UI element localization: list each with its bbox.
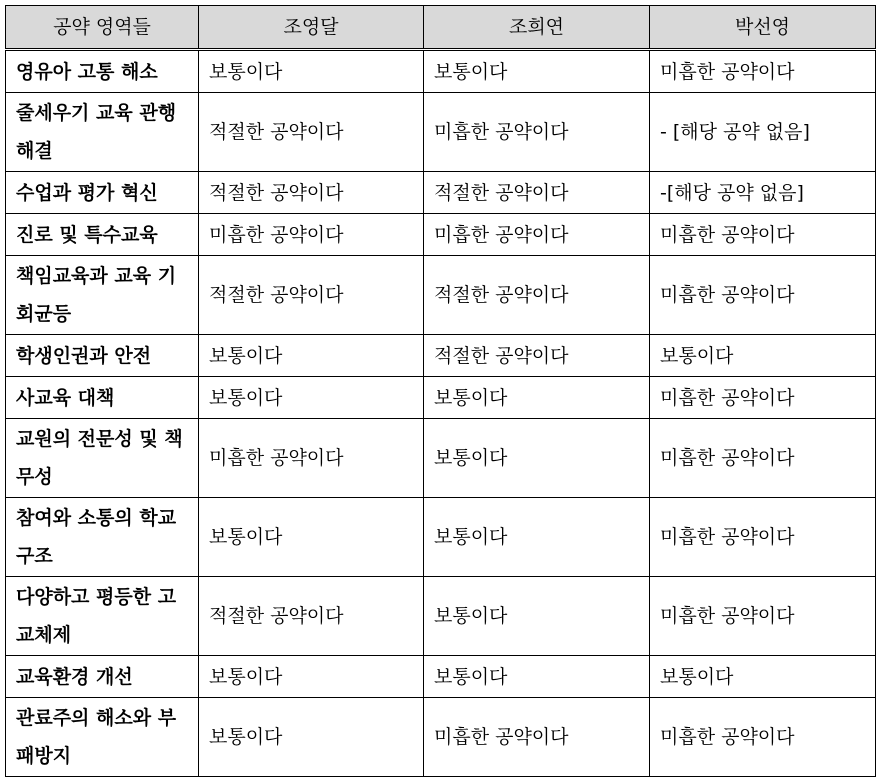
eval-cell: 미흡한 공약이다 bbox=[650, 377, 876, 419]
eval-cell: 미흡한 공약이다 bbox=[199, 214, 424, 256]
area-cell: 책임교육과 교육 기회균등 bbox=[6, 256, 199, 335]
evaluation-table-container bbox=[5, 5, 876, 777]
table-row bbox=[6, 93, 876, 172]
table-row bbox=[6, 656, 876, 698]
eval-cell: -[해당 공약 없음] bbox=[650, 172, 876, 214]
area-cell: 진로 및 특수교육 bbox=[6, 214, 199, 256]
eval-cell: 보통이다 bbox=[650, 335, 876, 377]
eval-cell: 미흡한 공약이다 bbox=[199, 419, 424, 498]
header-area: 공약 영역들 bbox=[6, 6, 199, 50]
eval-cell: 보통이다 bbox=[199, 335, 424, 377]
area-cell: 관료주의 해소와 부패방지 bbox=[6, 698, 199, 777]
table-row bbox=[6, 577, 876, 656]
eval-cell: 보통이다 bbox=[199, 377, 424, 419]
eval-cell: 보통이다 bbox=[424, 498, 650, 577]
pledge-evaluation-table bbox=[5, 5, 876, 777]
eval-cell: 적절한 공약이다 bbox=[424, 256, 650, 335]
eval-cell: 미흡한 공약이다 bbox=[650, 419, 876, 498]
table-row bbox=[6, 377, 876, 419]
area-cell: 참여와 소통의 학교구조 bbox=[6, 498, 199, 577]
table-row bbox=[6, 698, 876, 777]
eval-cell: 적절한 공약이다 bbox=[424, 335, 650, 377]
area-cell: 다양하고 평등한 고교체제 bbox=[6, 577, 199, 656]
table-row bbox=[6, 335, 876, 377]
eval-cell: 보통이다 bbox=[424, 419, 650, 498]
eval-cell: 적절한 공약이다 bbox=[199, 172, 424, 214]
eval-cell: 미흡한 공약이다 bbox=[650, 498, 876, 577]
eval-cell: 미흡한 공약이다 bbox=[424, 698, 650, 777]
table-row bbox=[6, 419, 876, 498]
eval-cell: 보통이다 bbox=[199, 498, 424, 577]
eval-cell: 보통이다 bbox=[424, 50, 650, 93]
eval-cell: 보통이다 bbox=[199, 656, 424, 698]
eval-cell: 미흡한 공약이다 bbox=[424, 93, 650, 172]
area-cell: 교원의 전문성 및 책무성 bbox=[6, 419, 199, 498]
table-row bbox=[6, 172, 876, 214]
eval-cell: 미흡한 공약이다 bbox=[650, 256, 876, 335]
eval-cell: 적절한 공약이다 bbox=[199, 577, 424, 656]
header-candidate-1: 조영달 bbox=[199, 6, 424, 50]
header-candidate-2: 조희연 bbox=[424, 6, 650, 50]
table-row bbox=[6, 256, 876, 335]
table-row bbox=[6, 498, 876, 577]
eval-cell: 보통이다 bbox=[424, 656, 650, 698]
area-cell: 줄세우기 교육 관행 해결 bbox=[6, 93, 199, 172]
header-candidate-3: 박선영 bbox=[650, 6, 876, 50]
area-cell: 교육환경 개선 bbox=[6, 656, 199, 698]
eval-cell: 적절한 공약이다 bbox=[199, 256, 424, 335]
area-cell: 영유아 고통 해소 bbox=[6, 50, 199, 93]
eval-cell: 보통이다 bbox=[650, 656, 876, 698]
eval-cell: 미흡한 공약이다 bbox=[424, 214, 650, 256]
eval-cell: - [해당 공약 없음] bbox=[650, 93, 876, 172]
eval-cell: 적절한 공약이다 bbox=[424, 172, 650, 214]
area-cell: 사교육 대책 bbox=[6, 377, 199, 419]
eval-cell: 미흡한 공약이다 bbox=[650, 577, 876, 656]
eval-cell: 적절한 공약이다 bbox=[199, 93, 424, 172]
table-row bbox=[6, 50, 876, 93]
eval-cell: 보통이다 bbox=[199, 50, 424, 93]
header-row bbox=[6, 6, 876, 50]
area-cell: 수업과 평가 혁신 bbox=[6, 172, 199, 214]
eval-cell: 보통이다 bbox=[424, 577, 650, 656]
eval-cell: 미흡한 공약이다 bbox=[650, 214, 876, 256]
eval-cell: 보통이다 bbox=[424, 377, 650, 419]
area-cell: 학생인권과 안전 bbox=[6, 335, 199, 377]
table-row bbox=[6, 214, 876, 256]
eval-cell: 보통이다 bbox=[199, 698, 424, 777]
eval-cell: 미흡한 공약이다 bbox=[650, 698, 876, 777]
eval-cell: 미흡한 공약이다 bbox=[650, 50, 876, 93]
